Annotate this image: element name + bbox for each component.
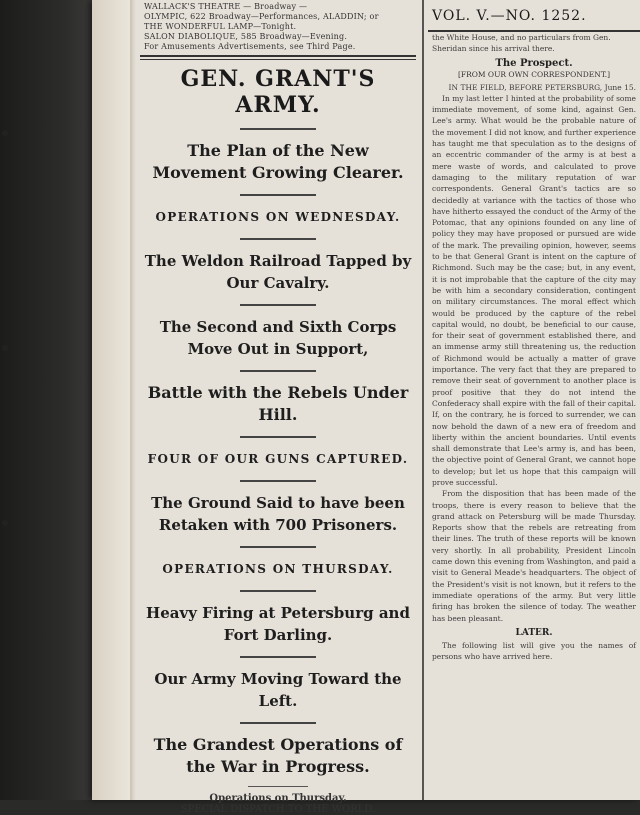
- notice-line: THE WONDERFUL LAMP—Tonight.: [144, 22, 297, 31]
- binding-hole: [2, 345, 8, 351]
- separator: [240, 370, 316, 372]
- text-line: the White House, and no particulars from Gen.: [432, 33, 611, 42]
- deck-left: Our Army Moving Toward the Left.: [154, 670, 402, 710]
- deck-wednesday: OPERATIONS ON WEDNESDAY.: [155, 210, 401, 224]
- separator: [240, 128, 316, 130]
- separator: [240, 194, 316, 196]
- text-line: Sheridan since his arrival there.: [432, 44, 555, 54]
- top-lines: [428, 32, 640, 55]
- binding-hole: [2, 520, 8, 526]
- deck-grandest: The Grandest Operations of the War in Progress.: [153, 735, 403, 776]
- masthead-notices: [140, 0, 416, 52]
- article-paragraph: From the disposition that has been made of the troops, there is every reason to believe that the grand attack on Petersburg will be made Thursday. Reports show that the rebels are retreating from their lines. The truth of these reports will be known very shortly. In all probability, President Lincoln came down this evening from Washington, and paid a visit to General Meade's headquarters. The object of the President's visit is not known, but it refers to the immediate operations of the army. But very little firing has broken the silence of today. The weather has been pleasant.: [432, 489, 636, 623]
- deck-ground: The Ground Said to have been Retaken with 700 Prisoners.: [151, 494, 405, 534]
- separator: [240, 590, 316, 592]
- prospect-note: [FROM OUR OWN CORRESPONDENT.]: [457, 69, 611, 79]
- background-edge: [0, 0, 92, 800]
- right-column: [428, 0, 640, 800]
- prospect-heading: The Prospect.: [495, 57, 573, 69]
- article-paragraph: In my last letter I hinted at the probability of some immediate movement, of some kind, against Gen. Lee's army. What would be the probable nature of the movement I did not know, and further experience has taught me that speculation as to the designs of an eccentric commander of the army is at best a mere waste of words, and calculated to prove damaging to the military reputation of war correspondents. General Grant's tactics are so decidedly at variance with the tactics of those who have hitherto essayed the conduct of the Army of the Potomac, that any opinions founded on any line of policy they may have proposed or pursued are wide of the mark. The prevailing opinion, however, seems to be that General Grant is intent on the capture of Richmond. Such may be the case; but, in any event, it is not improbable that the capture of the city may be with him a secondary consideration, contingent on military circumstances. The moral effect which would be produced by the capture of the rebel capital would, no doubt, be beneficial to our cause, for their seat of government established there, and an immense army still threatening us, the reduction of Richmond would be actually a matter of grave importance. The very fact that they are prepared to remove their seat of government to another place is proof positive that they do not intend the Confederacy shall expire with the fall of their capital. If, on the contrary, he is forced to surrender, we can now behold the dawn of a new era of freedom and liberty within the ancient boundaries. Until events shall demonstrate that Lee's army is, and has been, the objective point of General Grant, we cannot hope to develop; but let us hope that this campaign will prove successful.: [432, 93, 636, 487]
- notice-line: SALON DIABOLIQUE, 585 Broadway—Evening.: [144, 32, 348, 41]
- later-text: The following list will give you the names of persons who have arrived here.: [432, 640, 636, 662]
- page-margin: [92, 0, 132, 800]
- notice-line: WALLACK'S THEATRE — Broadway —: [144, 2, 308, 11]
- separator: [240, 722, 316, 724]
- page-fold: [132, 0, 136, 800]
- separator: [240, 238, 316, 240]
- sub-title: Operations on Thursday.: [209, 793, 347, 804]
- separator: [240, 436, 316, 438]
- header-rule: [140, 55, 416, 60]
- newspaper-page: [92, 0, 640, 815]
- dateline: IN THE FIELD, BEFORE PETERSBURG, June 15.: [448, 82, 636, 92]
- notice-line: For Amusements Advertisements, see Third Page.: [144, 42, 356, 51]
- left-column: [140, 0, 416, 815]
- deck-plan: The Plan of the New Movement Growing Clearer.: [152, 141, 404, 182]
- deck-guns: FOUR OF OUR GUNS CAPTURED.: [147, 452, 409, 466]
- deck-corps: The Second and Sixth Corps Move Out in Support,: [159, 318, 397, 358]
- volume-number: VOL. V.—NO. 1252.: [432, 8, 587, 24]
- later-heading: LATER.: [515, 627, 553, 638]
- deck-battle: Battle with the Rebels Under Hill.: [147, 383, 409, 424]
- dispatch-line: SPECIAL DISPATCH TO THE WORLD.: [180, 804, 376, 815]
- column-rule: [422, 0, 424, 800]
- deck-weldon: The Weldon Railroad Tapped by Our Cavalry.: [144, 252, 412, 292]
- separator: [240, 480, 316, 482]
- deck-thursday: OPERATIONS ON THURSDAY.: [162, 562, 394, 576]
- deck-firing: Heavy Firing at Petersburg and Fort Darling.: [146, 604, 410, 644]
- separator: [240, 546, 316, 548]
- article-headline: GEN. GRANT'S ARMY.: [180, 66, 376, 118]
- separator: [240, 304, 316, 306]
- binding-hole: [2, 130, 8, 136]
- separator: [248, 786, 308, 787]
- separator: [240, 656, 316, 658]
- volume-bar: [428, 0, 640, 32]
- notice-line: OLYMPIC, 622 Broadway—Performances, ALADDIN; or: [144, 12, 379, 21]
